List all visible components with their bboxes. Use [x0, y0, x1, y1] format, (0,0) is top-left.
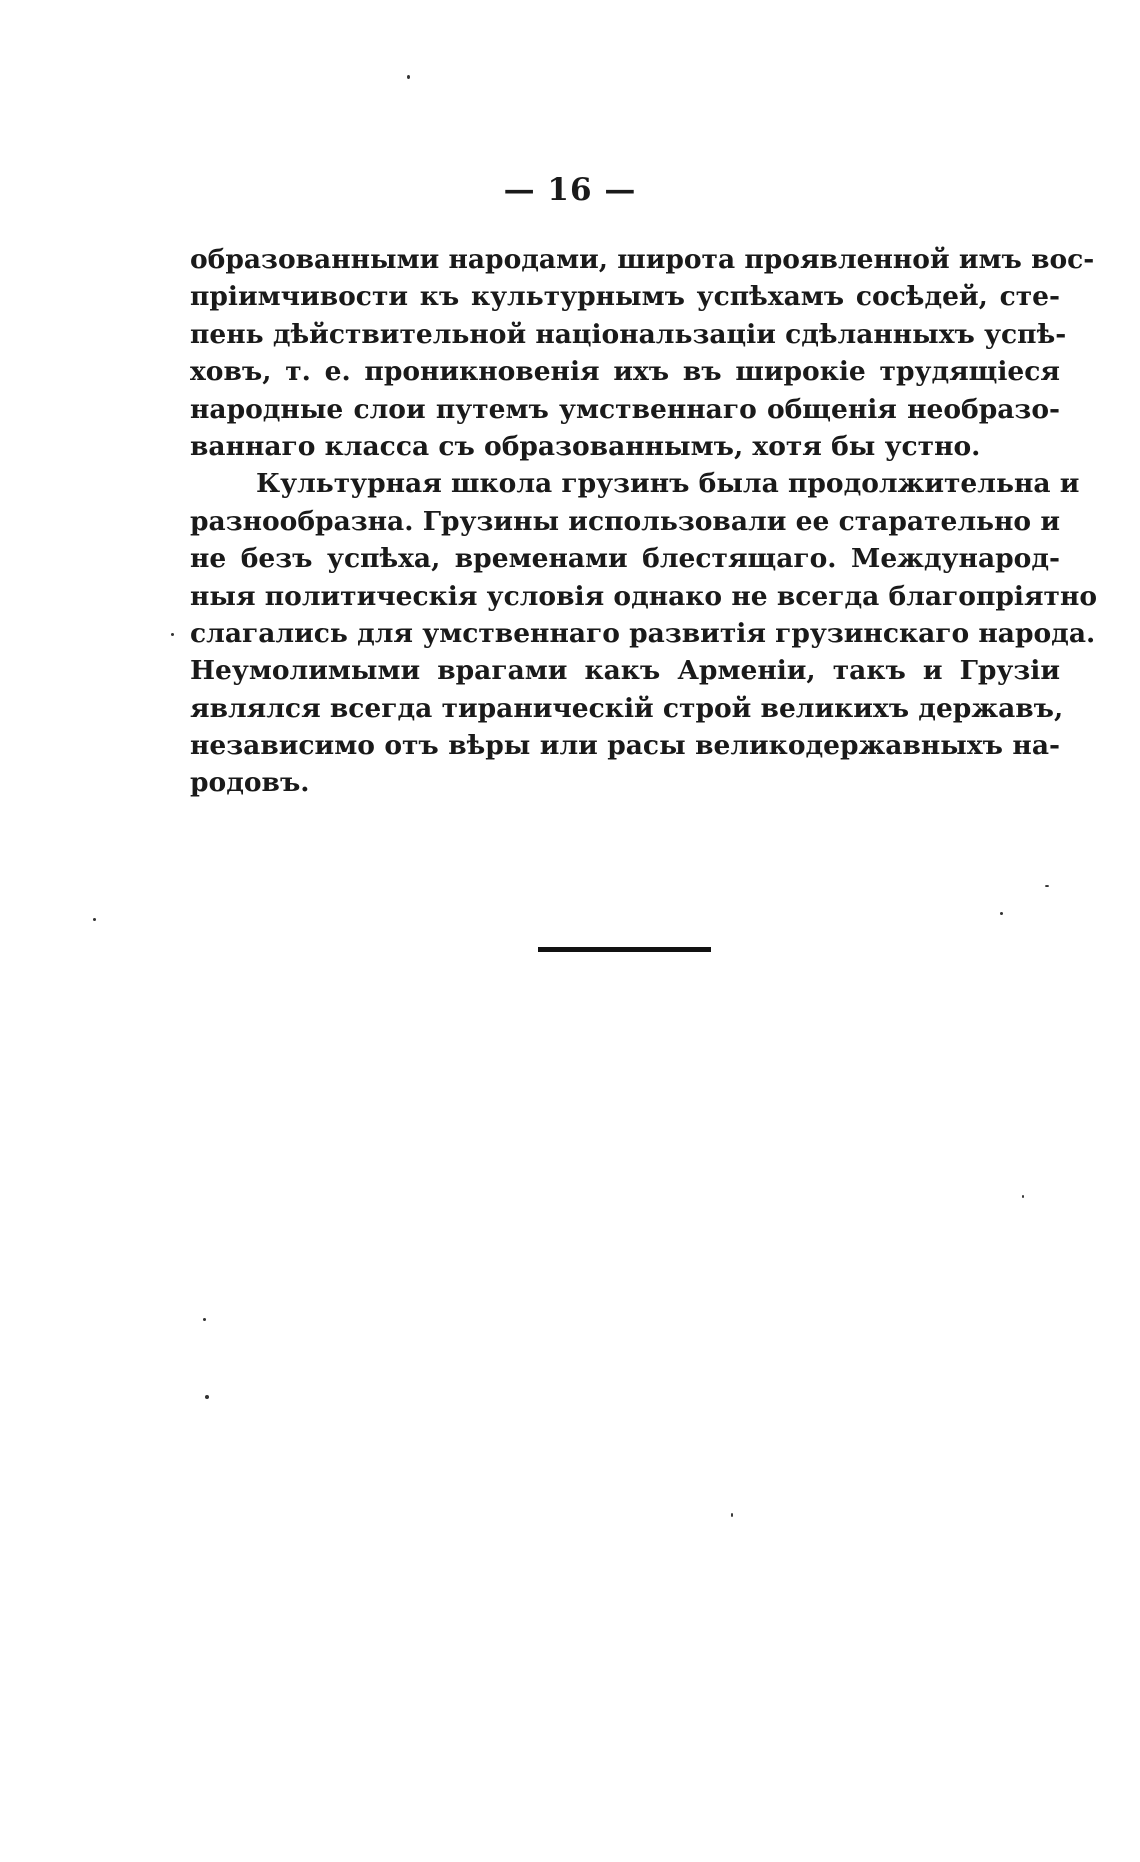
text-line: не безъ успѣха, временами блестящаго. Международ-: [190, 543, 1060, 575]
scan-speck: [203, 1318, 206, 1321]
text-line: слагались для умственнаго развитія грузинскаго народа.: [190, 617, 1096, 649]
text-line: ховъ, т. е. проникновенія ихъ въ широкіе трудящіеся: [190, 356, 1060, 388]
scan-speck: [407, 75, 410, 79]
text-line: Культурная школа грузинъ была продолжительна и: [256, 468, 1080, 500]
text-line: независимо отъ вѣры или расы великодержавныхъ на-: [190, 730, 1060, 762]
text-line: разнообразна. Грузины использовали ее старательно и: [190, 505, 1060, 537]
text-line: Неумолимыми врагами какъ Арменіи, такъ и Грузіи: [190, 655, 1060, 687]
scan-speck: [93, 918, 96, 921]
text-line: ныя политическія условія однако не всегда благопріятно: [190, 580, 1098, 612]
text-line: родовъ.: [190, 767, 310, 799]
text-line: являлся всегда тираническій строй великихъ державъ,: [190, 692, 1064, 724]
page-number: — 16 —: [503, 172, 637, 208]
body-text: [190, 241, 1098, 802]
scan-speck: [171, 633, 174, 636]
text-line: пріимчивости къ культурнымъ успѣхамъ сосѣдей, сте-: [190, 281, 1060, 313]
scan-speck: [1022, 1195, 1024, 1198]
scan-speck: [731, 1513, 733, 1517]
text-line: народные слои путемъ умственнаго общенія необразо-: [190, 393, 1060, 425]
scan-speck: [1045, 885, 1049, 887]
text-line: пень дѣйствительной національзаціи сдѣланныхъ успѣ-: [190, 318, 1067, 350]
scan-speck: [1000, 912, 1003, 915]
end-rule: [538, 947, 711, 952]
text-line: ваннаго класса съ образованнымъ, хотя бы устно.: [190, 430, 981, 462]
text-line: образованными народами, широта проявленной имъ вос-: [190, 244, 1095, 275]
scan-speck: [205, 1395, 209, 1399]
